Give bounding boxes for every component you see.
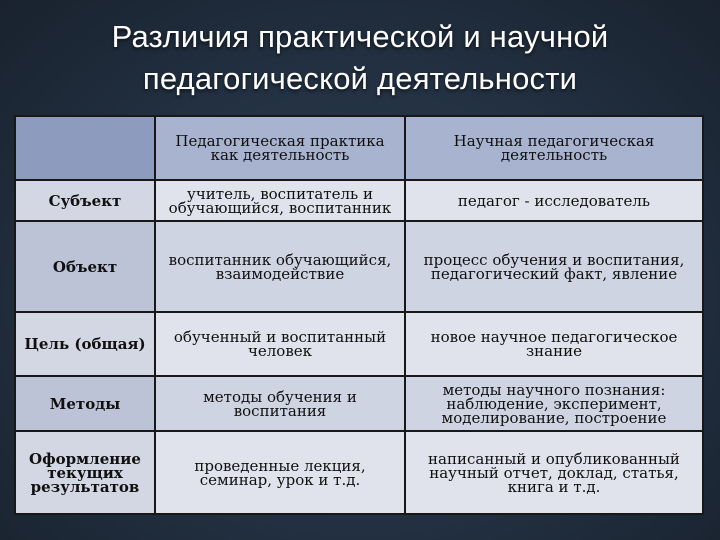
table-header-science: Научная педагогическая деятельность: [406, 117, 702, 179]
row-label-methods: Методы: [16, 377, 154, 430]
cell-science-goal: новое научное педагогическое знание: [406, 313, 702, 375]
row-label-results: Оформление текущих результатов: [16, 432, 154, 513]
cell-practice-methods: методы обучения и воспитания: [156, 377, 404, 430]
slide-title: [0, 16, 720, 100]
cell-science-object: процесс обучения и воспитания, педагогический факт, явление: [406, 222, 702, 311]
cell-science-methods: методы научного познания: наблюдение, эксперимент, моделирование, построение: [406, 377, 702, 430]
cell-practice-results: проведенные лекция, семинар, урок и т.д.: [156, 432, 404, 513]
title-line-1: Различия практической и научной: [111, 19, 609, 54]
cell-science-results: написанный и опубликованный научный отчет, доклад, статья, книга и т.д.: [406, 432, 702, 513]
cell-practice-subject: учитель, воспитатель и обучающийся, воспитанник: [156, 181, 404, 220]
cell-science-subject: педагог - исследователь: [406, 181, 702, 220]
row-label-object: Объект: [16, 222, 154, 311]
title-line-2: педагогической деятельности: [142, 61, 578, 96]
row-label-goal: Цель (общая): [16, 313, 154, 375]
table-header-empty: [16, 117, 154, 179]
table-header-practice: Педагогическая практика как деятельность: [156, 117, 404, 179]
row-label-subject: Субъект: [16, 181, 154, 220]
cell-practice-goal: обученный и воспитанный человек: [156, 313, 404, 375]
cell-practice-object: воспитанник обучающийся, взаимодействие: [156, 222, 404, 311]
comparison-table: [14, 115, 704, 515]
